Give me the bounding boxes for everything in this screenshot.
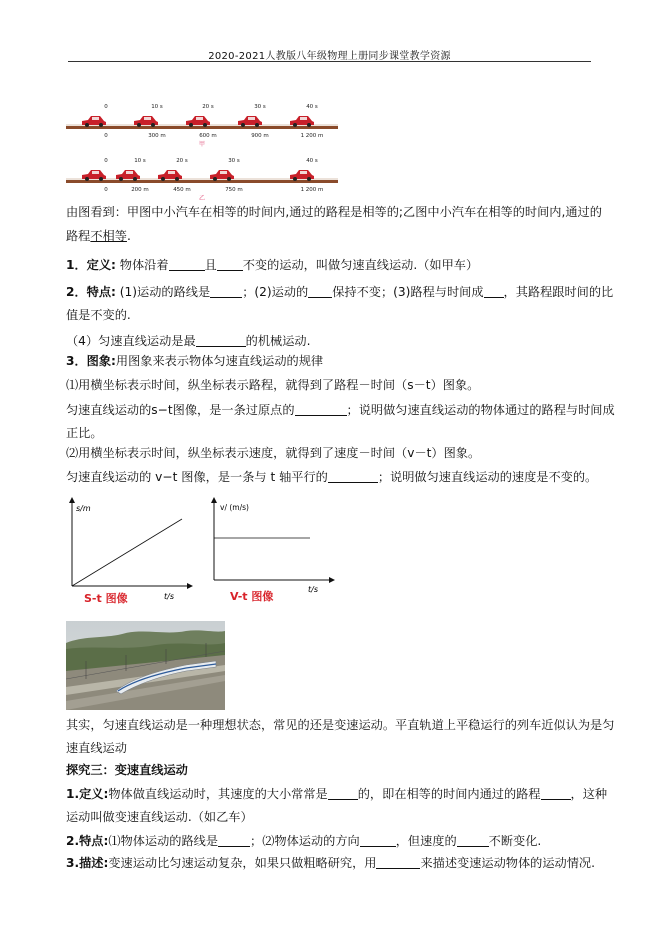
row-label: 甲 [198,141,206,148]
distance-label: 750 m [225,187,243,193]
car-icon [186,116,210,127]
road [66,180,338,183]
time-label: 10 s [151,104,163,110]
feature-line: 2.特点:⑴物体运动的路线是 ；⑵物体运动的方向 ，但速度的 不断变化. [66,834,542,848]
answer-blank[interactable] [376,857,420,869]
distance-label: 450 m [173,187,191,193]
distance-label: 0 [104,187,108,193]
answer-blank[interactable] [457,835,489,847]
x-axis-label: t/s [164,592,174,601]
text-line: 匀速直线运动的s−t图像，是一条过原点的 ；说明做匀速直线运动的物体通过的路程与时间成 [66,403,615,417]
image-line: 3．图象:用图象来表示物体匀速直线运动的规律 [66,354,324,368]
feature-line: 2．特点: (1)运动的路线是 ；(2)运动的 保持不变；(3)路程与时间成 ，其路程跟时间的比 [66,285,614,299]
vt-caption: V-t 图像 [230,590,274,603]
car-icon [82,170,106,181]
car-icon [116,170,140,181]
st-line [72,519,182,586]
time-label: 10 s [134,158,146,164]
description-line: 3.描述:变速运动比匀速运动复杂，如果只做粗略研究，用 来描述变速运动物体的运动情况. [66,856,595,870]
definition-line: 1．定义: 物体沿着 且 不变的运动，叫做匀速直线运动.（如甲车） [66,258,479,272]
answer-blank[interactable] [484,286,504,298]
st-caption: S-t 图像 [84,592,128,605]
train-photo [66,621,225,710]
answer-blank[interactable] [328,471,378,483]
road [66,126,338,129]
car-icon [238,116,262,127]
time-label: 20 s [202,104,214,110]
distance-label: 1 200 m [300,187,324,193]
answer-blank[interactable] [295,404,347,416]
y-axis-label: v/ (m/s) [220,503,249,512]
distance-label: 0 [104,133,108,139]
answer-blank[interactable] [169,259,205,271]
answer-blank[interactable] [308,286,332,298]
distance-label: 1 200 m [300,133,324,139]
car-motion-figure [66,100,338,202]
text-line: ⑵用横坐标表示时间，纵坐标表示速度，就得到了速度－时间（v－t）图象。 [66,446,481,460]
car-icon [82,116,106,127]
time-label: 20 s [176,158,188,164]
time-label: 30 s [254,104,266,110]
st-graph [64,496,194,608]
text-line: 路程不相等. [66,229,131,243]
answer-blank[interactable] [196,335,246,347]
text-line: 其实，匀速直线运动是一种理想状态，常见的还是变速运动。平直轨道上平稳运行的列车近似认为是匀 [66,718,615,732]
vt-graph [206,496,336,608]
feature-line: （4）匀速直线运动是最 的机械运动. [66,334,311,348]
answer-blank[interactable] [217,259,243,271]
definition-line: 1.定义:物体做直线运动时，其速度的大小常常是 的，即在相等的时间内通过的路程 ，这种 [66,787,608,801]
car-icon [290,116,314,127]
time-label: 30 s [228,158,240,164]
car-icon [134,116,158,127]
underlined-answer: 不相等 [90,229,127,243]
x-axis-label: t/s [308,585,318,594]
y-axis-label: s/m [76,504,91,513]
text-line: ⑴用横坐标表示时间，纵坐标表示路程，就得到了路程－时间（s－t）图象。 [66,378,480,392]
distance-label: 900 m [251,133,269,139]
section-heading: 探究三：变速直线运动 [66,763,188,777]
answer-blank[interactable] [210,286,242,298]
distance-label: 300 m [148,133,166,139]
answer-blank[interactable] [360,835,396,847]
time-label: 40 s [306,104,318,110]
distance-label: 600 m [199,133,217,139]
distance-label: 200 m [131,187,149,193]
car-icon [290,170,314,181]
answer-blank[interactable] [218,835,250,847]
page-header: 2020-2021人教版八年级物理上册同步课堂教学资源 [208,51,451,62]
time-label: 0 [104,158,108,164]
text-line: 正比。 [66,426,103,440]
text-line: 值是不变的. [66,308,131,322]
text-line: 由图看到：甲图中小汽车在相等的时间内,通过的路程是相等的;乙图中小汽车在相等的时间内,通过的 [66,205,602,219]
car-icon [210,170,234,181]
text-line: 运动叫做变速直线运动.（如乙车） [66,810,253,824]
row-label: 乙 [198,195,206,202]
header-rule [68,61,591,62]
answer-blank[interactable] [328,788,358,800]
time-label: 0 [104,104,108,110]
text-line: 匀速直线运动的 v−t 图像，是一条与 t 轴平行的 ；说明做匀速直线运动的速度是不变的。 [66,470,598,484]
answer-blank[interactable] [541,788,571,800]
time-label: 40 s [306,158,318,164]
text-line: 速直线运动 [66,741,127,755]
car-icon [158,170,182,181]
